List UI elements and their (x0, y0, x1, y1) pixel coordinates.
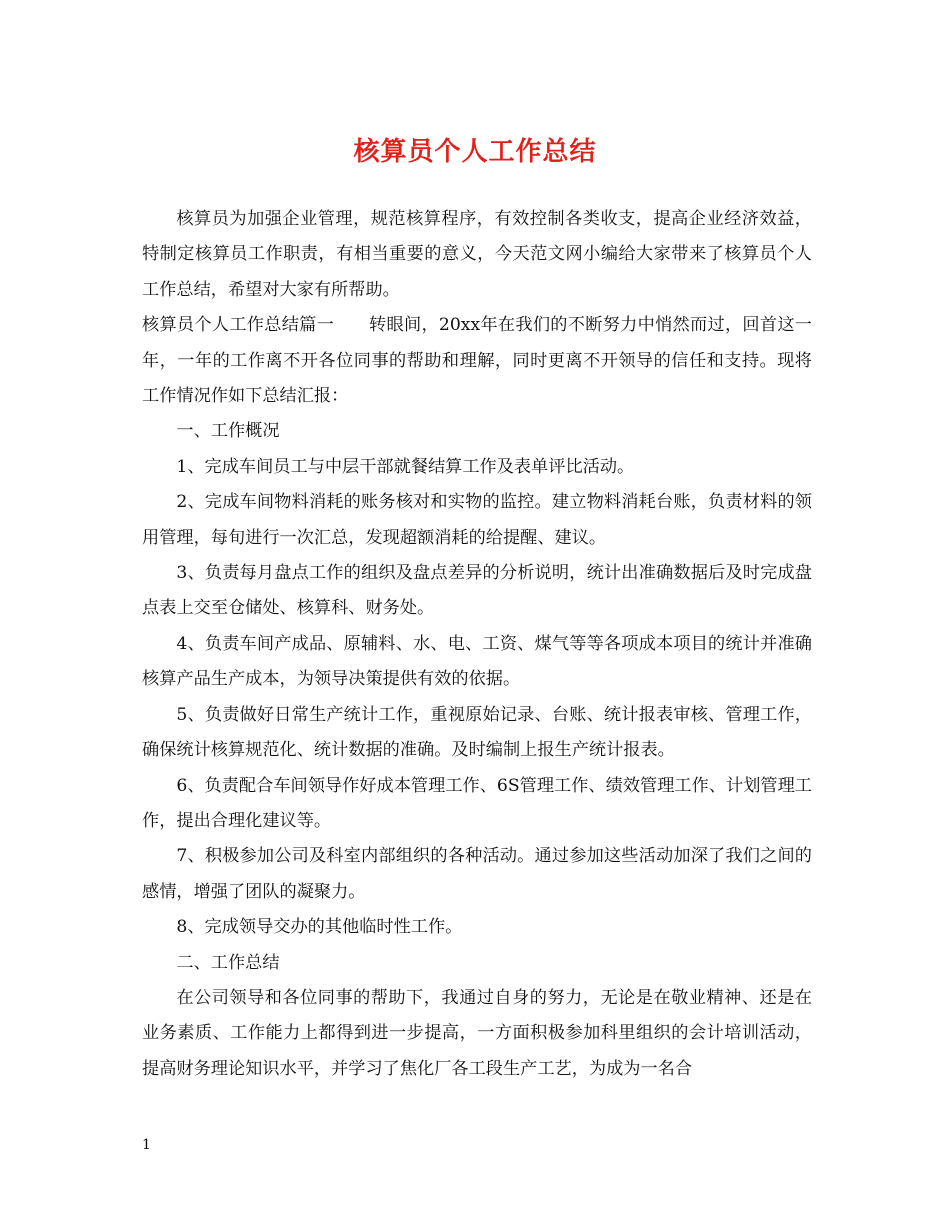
document-title: 核算员个人工作总结 (353, 137, 597, 167)
paragraph-summary: 在公司领导和各位同事的帮助下，我通过自身的努力，无论是在敬业精神、还是在业务素质、工作能力上都得到进一步提高，一方面积极参加科里组织的会计培训活动，提高财务理论知识水平，并学习了焦化厂各工段生产工艺，为成为一名合 (142, 987, 812, 1079)
list-item-8: 8、完成领导交办的其他临时性工作。 (176, 917, 463, 938)
list-item-1: 1、完成车间员工与中层干部就餐结算工作及表单评比活动。 (176, 456, 635, 477)
list-item-6: 6、负责配合车间领导作好成本管理工作、6S管理工作、绩效管理工作、计划管理工作，提出合理化建议等。 (142, 775, 812, 831)
paragraph-section-one-start: 核算员个人工作总结篇一 转眼间，20xx年在我们的不断努力中悄然而过，回首这一年，一年的工作离不开各位同事的帮助和理解，同时更离不开领导的信任和支持。现将工作情况作如下总结汇报： (142, 315, 812, 407)
page-number: 1 (142, 1137, 151, 1153)
list-item-7: 7、积极参加公司及科室内部组织的各种活动。通过参加这些活动加深了我们之间的感情，增强了团队的凝聚力。 (142, 846, 812, 902)
list-item-2: 2、完成车间物料消耗的账务核对和实物的监控。建立物料消耗台账，负责材料的领用管理，每旬进行一次汇总，发现超额消耗的给提醒、建议。 (142, 492, 812, 548)
heading-work-overview: 一、工作概况 (176, 421, 280, 442)
list-item-4: 4、负责车间产成品、原辅料、水、电、工资、煤气等等各项成本项目的统计并准确核算产品生产成本，为领导决策提供有效的依据。 (142, 633, 812, 690)
paragraph-intro: 核算员为加强企业管理，规范核算程序，有效控制各类收支，提高企业经济效益，特制定核算员工作职责，有相当重要的意义，今天范文网小编给大家带来了核算员个人工作总结，希望对大家有所帮助。 (142, 209, 812, 300)
list-item-3: 3、负责每月盘点工作的组织及盘点差异的分析说明，统计出准确数据后及时完成盘点表上交至仓储处、核算科、财务处。 (142, 563, 812, 619)
heading-work-summary: 二、工作总结 (176, 952, 280, 973)
document-body (142, 202, 812, 1087)
list-item-5: 5、负责做好日常生产统计工作，重视原始记录、台账、统计报表审核、管理工作，确保统计核算规范化、统计数据的准确。及时编制上报生产统计报表。 (142, 704, 812, 761)
